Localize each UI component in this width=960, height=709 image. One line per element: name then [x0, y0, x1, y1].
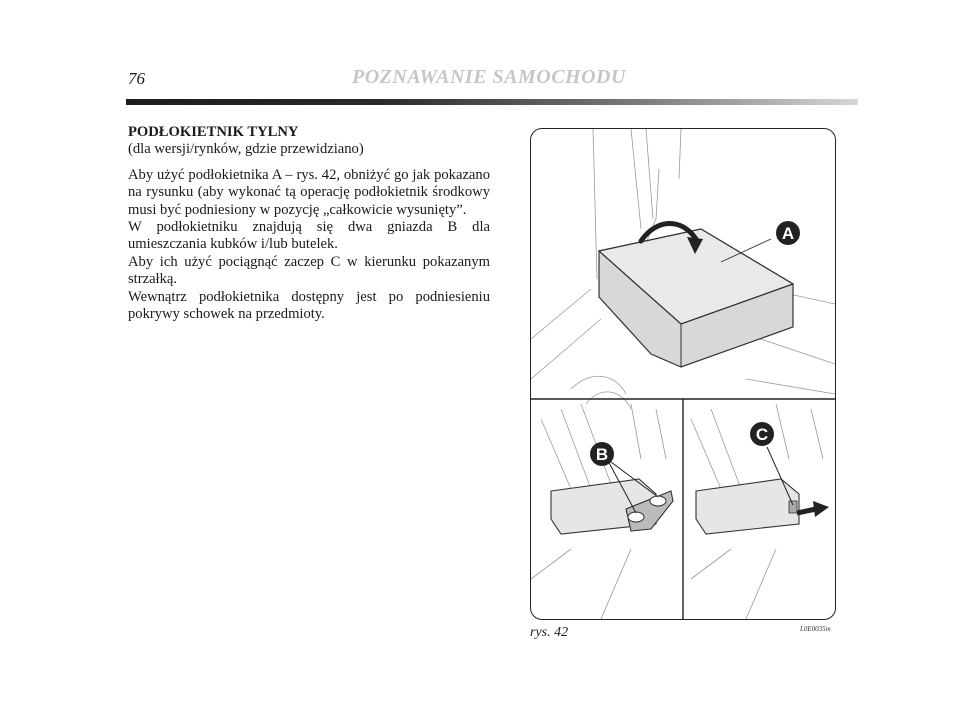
text-column	[128, 124, 490, 323]
paragraph-storage: Wewnątrz podłokietnika dostępny jest po podniesieniu pokrywy schowek na przedmioty.	[128, 288, 490, 323]
callout-a	[776, 221, 800, 245]
figure-code: L0E0035m	[800, 625, 831, 633]
paragraph-pull-latch: Aby ich użyć pociągnąć zaczep C w kierunku pokazanym strzałką.	[128, 253, 490, 288]
paragraph-cup-holders: W podłokietniku znajdują się dwa gniazda B dla umieszczania kubków i/lub butelek.	[128, 219, 490, 253]
armrest-with-latch	[696, 479, 799, 534]
svg-text:A: A	[781, 224, 795, 243]
svg-text:C: C	[755, 425, 769, 444]
section-title: PODŁOKIETNIK TYLNY	[128, 124, 299, 140]
running-header: POZNAWANIE SAMOCHODU	[352, 66, 626, 88]
page-number: 76	[128, 69, 145, 88]
section-subtitle: (dla wersji/rynków, gdzie przewidziano)	[128, 141, 364, 158]
armrest-figure	[530, 128, 836, 620]
header-rule	[126, 99, 858, 105]
armrest-with-cup-holders	[551, 479, 673, 534]
armrest-illustration	[531, 129, 835, 619]
paragraph-lower-armrest: Aby użyć podłokietnika A – rys. 42, obniżyć go jak pokazano na rysunku (aby wykonać tą operację podłokietnik środkowy musi być podniesiony w pozycję „całkowicie wysunięty”.	[128, 166, 490, 218]
pull-arrow-icon	[797, 501, 829, 517]
figure-caption: rys. 42	[530, 625, 569, 640]
svg-text:B: B	[595, 445, 609, 464]
